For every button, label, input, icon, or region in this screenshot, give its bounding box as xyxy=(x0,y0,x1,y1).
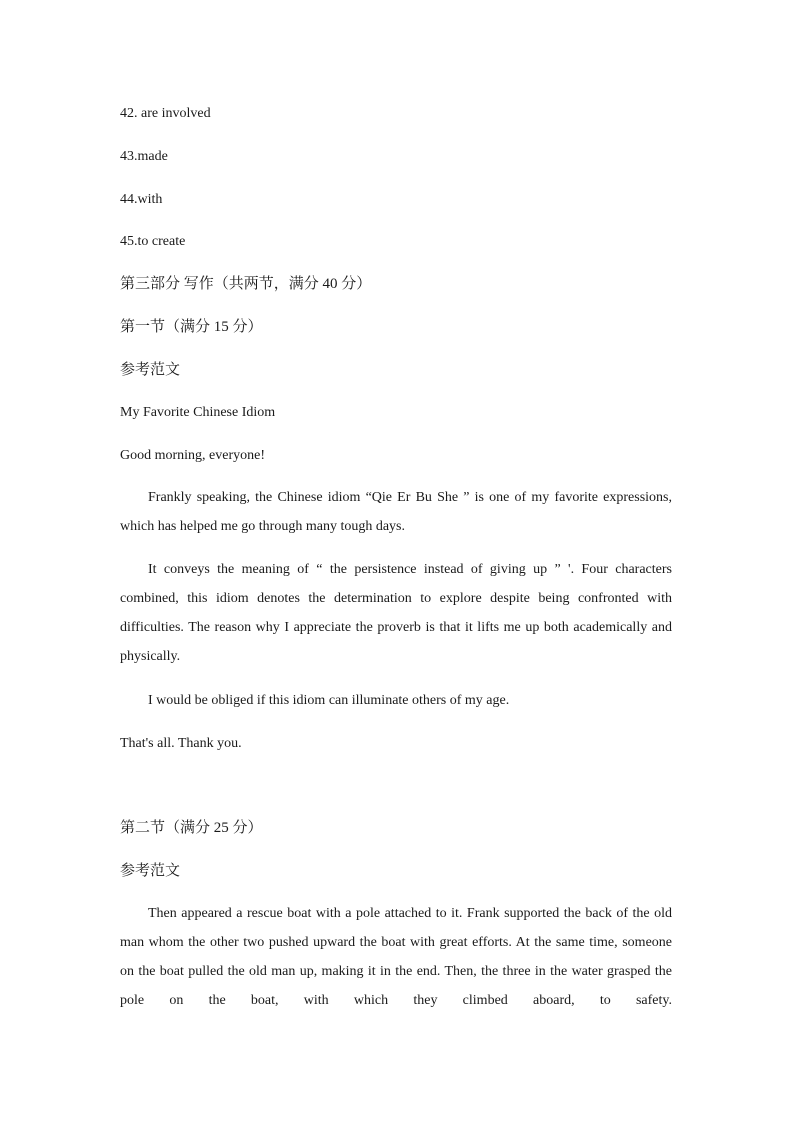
essay-title: My Favorite Chinese Idiom xyxy=(120,405,276,420)
section1-title: 第一节（满分 15 分） xyxy=(120,319,263,335)
section2-title: 第二节（满分 25 分） xyxy=(120,820,263,836)
section2-paragraph: Then appeared a rescue boat with a pole attached to it. Frank supported the back of the old man whom the other two pushed upward the boat with great efforts. At the same time, someone on the boat pulled the old man up, making it in the end. Then, the three in the water grasped the pole on the boat, with which they climbed aboard, to safety. xyxy=(120,906,672,1008)
answer-44: 44.with xyxy=(120,192,163,207)
essay-greeting: Good morning, everyone! xyxy=(120,448,266,463)
answer-43: 43.made xyxy=(120,149,168,164)
essay-closing: That's all. Thank you. xyxy=(120,736,242,751)
part3-title: 第三部分 写作（共两节，满分 40 分） xyxy=(120,276,372,292)
essay-paragraph-2: It conveys the meaning of “ the persistence instead of giving up ” '. Four characters combined, this idiom denotes the determination to explore despite being confronted with difficulties. The reason why I appreciate the proverb is that it lifts me up both academically and physically. xyxy=(120,562,672,664)
answer-45: 45.to create xyxy=(120,234,186,249)
section2-subtitle: 参考范文 xyxy=(120,863,181,879)
answer-42: 42. are involved xyxy=(120,106,211,121)
section1-subtitle: 参考范文 xyxy=(120,362,181,378)
essay-paragraph-1: Frankly speaking, the Chinese idiom “Qie Er Bu She ” is one of my favorite expressions, which has helped me go through many tough days. xyxy=(120,490,672,534)
essay-paragraph-3: I would be obliged if this idiom can illuminate others of my age. xyxy=(148,693,510,708)
